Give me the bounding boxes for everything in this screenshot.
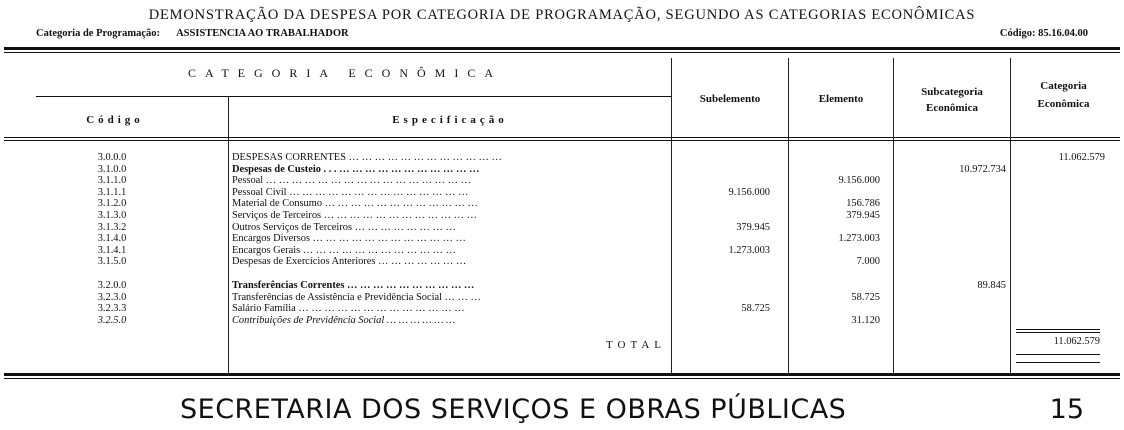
program-value: ASSISTENCIA AO TRABALHADOR — [176, 28, 349, 39]
row-spec: DESPESAS CORRENTES … … … … … … … … … … … … — [232, 152, 502, 163]
header-subcategoria-1: Subcategoria — [921, 86, 983, 98]
row-code: 3.1.2.0 — [97, 198, 127, 210]
row-code: 3.2.0.0 — [97, 280, 127, 291]
header-especificacao: Especificação — [392, 114, 508, 126]
header-rule — [4, 137, 1120, 138]
table-row — [0, 315, 1124, 327]
row-code: 3.1.4.0 — [97, 233, 127, 245]
row-spec: Encargos Gerais … … … … … … … … … … … … — [232, 244, 457, 256]
row-code: 3.1.4.1 — [97, 244, 127, 256]
table-row — [0, 152, 1124, 164]
group-underline — [36, 96, 671, 97]
table-row — [0, 280, 1124, 292]
top-rule — [4, 47, 1120, 50]
bottom-rule-thin — [4, 378, 1120, 379]
header-rule-2 — [4, 140, 1120, 141]
header-categoria-1: Categoria — [1040, 80, 1087, 92]
row-spec: Salário Família … … … … … … … … … … … … … — [232, 303, 465, 315]
total-rule-top-2 — [1016, 332, 1100, 333]
code-label: Código: — [999, 28, 1036, 39]
row-spec: Pessoal Civil … … … … … … … … … … … … … … — [232, 186, 469, 198]
row-elemento: 1.273.003 — [838, 233, 880, 245]
total-rule-bottom — [1016, 354, 1100, 355]
document-title: DEMONSTRAÇÃO DA DESPESA POR CATEGORIA DE PROGRAMAÇÃO, SEGUNDO AS CATEGORIAS ECONÔMICAS — [148, 7, 976, 23]
row-elemento: 156.786 — [846, 198, 880, 210]
code-line — [1000, 28, 1088, 39]
header-subcategoria-2: Econômica — [926, 102, 978, 114]
table-row — [0, 198, 1124, 210]
row-subelemento: 379.945 — [736, 221, 770, 233]
row-spec: Despesas de Custeio . . . … … … … … … … … … … … — [232, 163, 480, 175]
row-code: 3.1.3.2 — [97, 221, 127, 233]
table-row — [0, 187, 1124, 199]
row-subelemento: 9.156.000 — [728, 186, 770, 198]
row-code: 3.1.0.0 — [97, 163, 127, 175]
code-value: 85.16.04.00 — [1038, 28, 1088, 39]
row-subelemento: 1.273.003 — [728, 244, 770, 256]
row-categoria: 11.062.579 — [1058, 152, 1105, 163]
row-elemento: 58.725 — [851, 291, 880, 303]
row-code: 3.2.3.3 — [97, 303, 127, 315]
row-spec: Contribuições de Previdência Social … … … … … … — [232, 314, 456, 326]
row-subcategoria: 10.972.734 — [959, 163, 1006, 175]
table-row — [0, 164, 1124, 176]
row-code: 3.0.0.0 — [97, 152, 127, 163]
table-row — [0, 233, 1124, 245]
header-categoria-2: Econômica — [1037, 98, 1090, 110]
row-elemento: 379.945 — [846, 210, 880, 221]
row-spec: Encargos Diversos … … … … … … … … … … … … — [232, 233, 466, 245]
row-code: 3.1.1.1 — [97, 186, 127, 198]
row-elemento: 7.000 — [856, 256, 880, 268]
header-elemento: Elemento — [818, 93, 864, 105]
row-elemento: 31.120 — [851, 314, 880, 326]
row-elemento: 9.156.000 — [838, 175, 880, 187]
bottom-rule — [4, 373, 1120, 376]
total-rule-top — [1016, 329, 1100, 330]
row-code: 3.1.5.0 — [97, 256, 127, 268]
total-label: TOTAL — [606, 339, 666, 351]
row-subelemento: 58.725 — [741, 303, 770, 315]
row-spec: Despesas de Exercícios Anteriores … … … … … … … — [232, 256, 467, 268]
row-code: 3.1.1.0 — [97, 175, 127, 187]
top-rule-thin — [4, 52, 1120, 53]
row-code: 3.2.3.0 — [97, 291, 127, 303]
row-spec: Pessoal … … … … … … … … … … … … … … … … — [232, 175, 471, 187]
row-subcategoria: 89.845 — [977, 280, 1006, 291]
row-spec: Transferências Correntes … … … … … … … … … … — [232, 280, 475, 291]
table-row — [0, 175, 1124, 187]
table-row — [0, 292, 1124, 304]
table-row — [0, 210, 1124, 222]
row-spec: Transferências de Assistência e Previdência Social … … … — [232, 291, 481, 303]
table-row — [0, 303, 1124, 315]
header-subelemento: Subelemento — [699, 93, 761, 105]
program-label: Categoria de Programação: — [36, 28, 161, 39]
program-line — [36, 28, 349, 39]
total-value: 11.062.579 — [1053, 336, 1100, 347]
row-spec: Serviços de Terceiros … … … … … … … … … … … … — [232, 210, 477, 221]
header-codigo: Código — [86, 114, 144, 126]
row-spec: Outros Serviços de Terceiros … … … … … … … … — [232, 221, 456, 233]
total-rule-bottom-2 — [1016, 362, 1100, 363]
footer-title: SECRETARIA DOS SERVIÇOS E OBRAS PÚBLICAS — [180, 394, 847, 425]
header-group: CATEGORIA ECONÔMICA — [187, 66, 502, 80]
row-code: 3.2.5.0 — [97, 314, 127, 326]
page-number: 15 — [1049, 394, 1084, 425]
table-row — [0, 245, 1124, 257]
table-row — [0, 256, 1124, 268]
row-spec: Material de Consumo … … … … … … … … … … … … — [232, 198, 478, 210]
row-code: 3.1.3.0 — [97, 210, 127, 221]
table-row — [0, 222, 1124, 234]
